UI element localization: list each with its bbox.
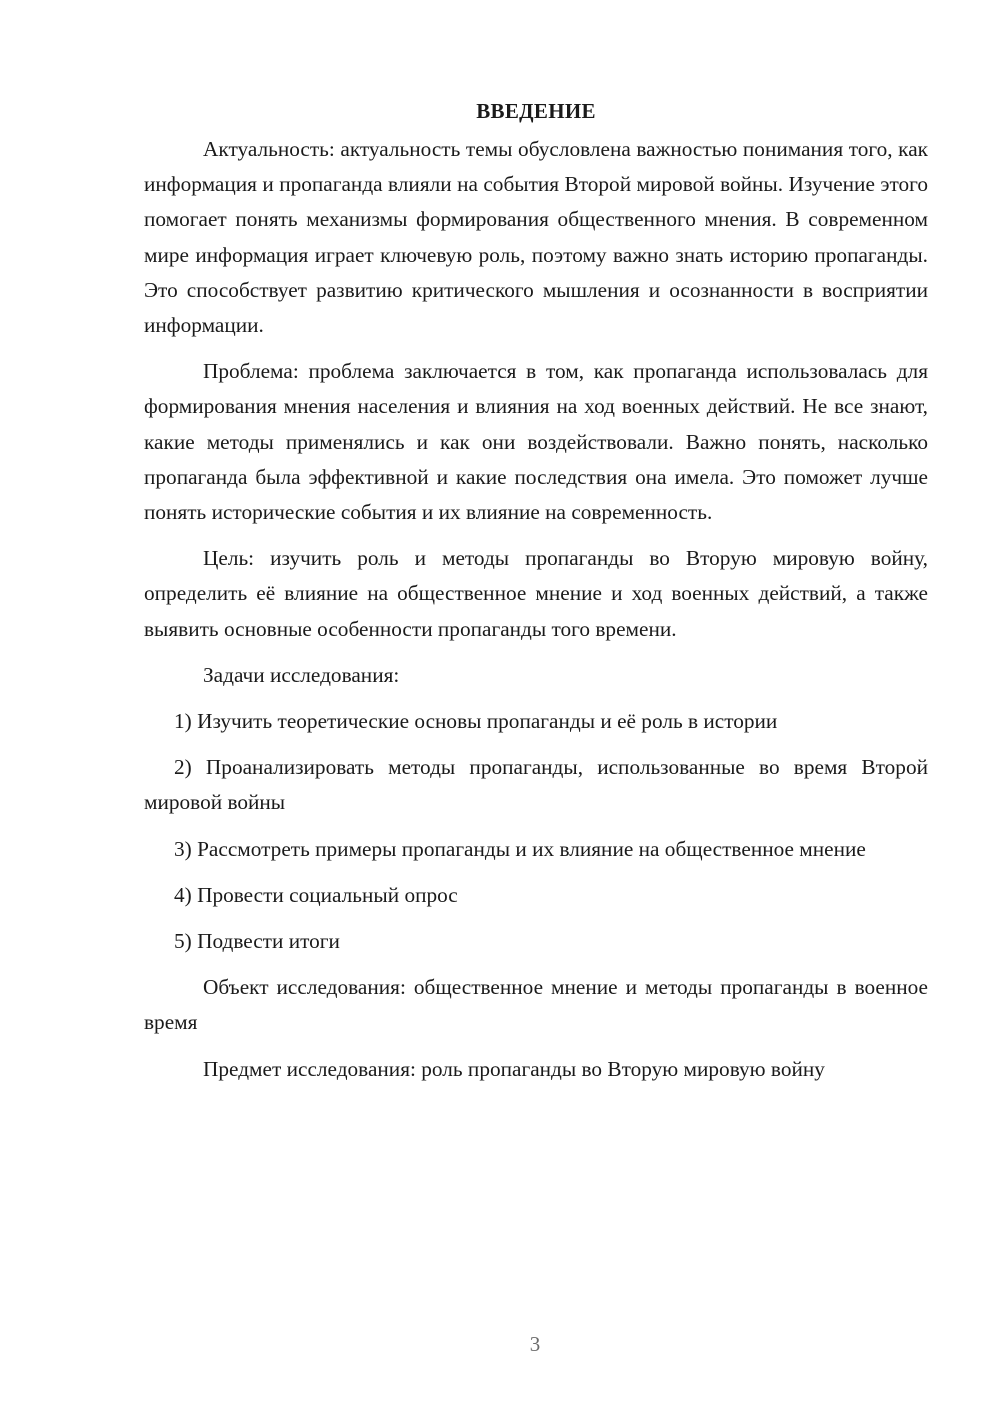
page-content <box>144 96 928 1098</box>
task-item-1: 1) Изучить теоретические основы пропаганды и её роль в истории <box>174 709 778 734</box>
paragraph-goal: Цель: изучить роль и методы пропаганды во Вторую мировую войну, определить её влияние на общественное мнение и ход военных действий, а также выявить основные особенности пропаганды того времени. <box>144 546 928 641</box>
tasks-heading: Задачи исследования: <box>203 662 400 687</box>
page-number: 3 <box>529 1332 541 1356</box>
paragraph-relevance: Актуальность: актуальность темы обусловлена важностью понимания того, как информация и пропаганда влияли на события Второй мировой войны. Изучение этого помогает понять механизмы формирования общественного мнения. В современном мире информация играет ключевую роль, поэтому важно знать историю пропаганды. Это способствует развитию критического мышления и осознанности в восприятии информации. <box>144 137 928 338</box>
task-item-2: 2) Проанализировать методы пропаганды, использованные во время Второй мировой войны <box>144 755 928 815</box>
task-item-4: 4) Провести социальный опрос <box>174 882 458 907</box>
task-item-3: 3) Рассмотреть примеры пропаганды и их влияние на общественное мнение <box>174 836 866 861</box>
paragraph-problem: Проблема: проблема заключается в том, как пропаганда использовалась для формирования мнения населения и влияния на ход военных действий. Не все знают, какие методы применялись и как они воздействовали. Важно понять, насколько пропаганда была эффективной и какие последствия она имела. Это поможет лучше понять исторические события и их влияние на современность. <box>144 359 928 525</box>
paragraph-research-subject: Предмет исследования: роль пропаганды во Вторую мировую войну <box>203 1056 825 1081</box>
task-item-5: 5) Подвести итоги <box>174 929 340 954</box>
paragraph-research-object: Объект исследования: общественное мнение и методы пропаганды в военное время <box>144 975 928 1035</box>
page-title: ВВЕДЕНИЕ <box>476 99 596 123</box>
